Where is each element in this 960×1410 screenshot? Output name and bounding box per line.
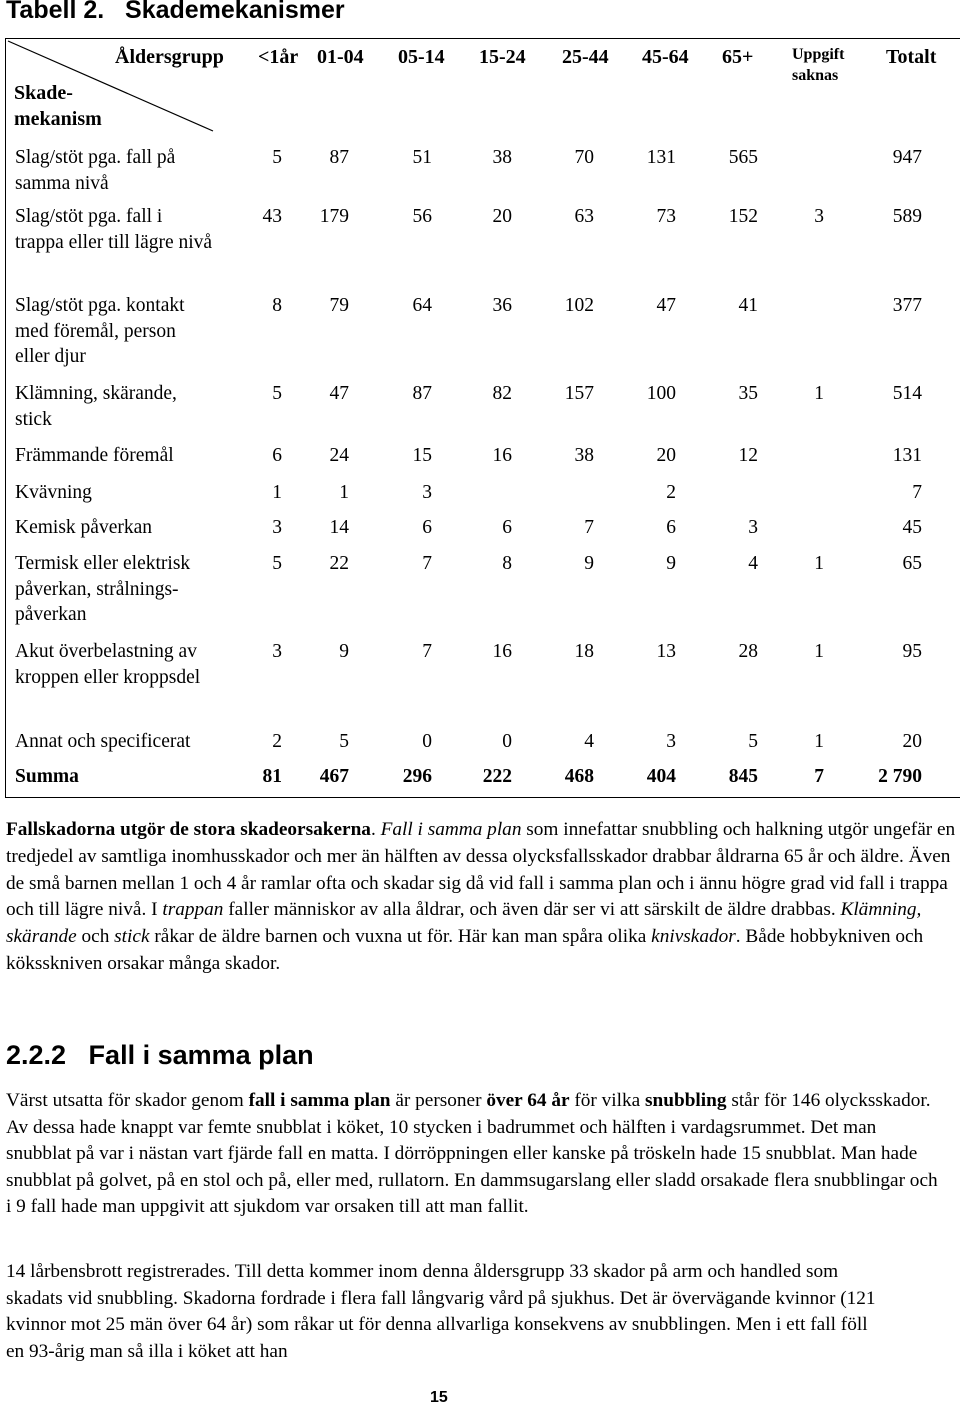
table-cell: 38 — [492, 147, 512, 168]
row-label: Summa — [15, 766, 79, 787]
table-cell: 28 — [738, 641, 758, 662]
table-cell: 6 — [666, 517, 676, 538]
col-header-01-04: 01-04 — [317, 46, 364, 68]
table-cell: 65 — [902, 553, 922, 574]
table-cell: 47 — [329, 383, 349, 404]
table-cell: 12 — [738, 445, 758, 466]
para2-text-2: är personer — [390, 1090, 487, 1111]
table-cell: 16 — [492, 641, 512, 662]
paragraph-over-64 — [6, 1088, 946, 1221]
table-cell: 18 — [574, 641, 594, 662]
table-cell: 87 — [412, 383, 432, 404]
para2-text-4: står för 146 olycksskador. Av dessa hade knappt var femte snubblat i köket, 10 stycken i badrummet och hälften i vardagsrummet. Det man snubblat på var i nästan vart fjärde fall en matta. I dörröppningen eller kanske på tröskeln hade 15 snubblat. Man hade snubblat på golvet, på en stol och på, eller med, rullatorn. En dammsugarslang eller sladd orsakade flera snubblingar och i 9 fall hade man uppgivit att sjukdom var orsaken till att man fallit. — [6, 1090, 938, 1218]
table-cell: 5 — [339, 731, 349, 752]
para2-text-1: Värst utsatta för skador genom — [6, 1090, 249, 1111]
table-cell: 5 — [272, 553, 282, 574]
table-cell: 514 — [892, 383, 922, 404]
para1-text-6: . Både hobbykniven och köksskniven orsakar många skador. — [6, 926, 924, 974]
table-cell: 8 — [502, 553, 512, 574]
table-cell: 70 — [574, 147, 594, 168]
table-cell: 7 — [584, 517, 594, 538]
table-cell: 3 — [422, 482, 432, 503]
table-cell: 3 — [666, 731, 676, 752]
para1-italic-2: trappan — [162, 899, 224, 921]
col-header-lt1: <1år — [258, 46, 299, 68]
table-cell: 0 — [502, 731, 512, 752]
table-cell: 467 — [319, 766, 349, 787]
corner-bottom-label-2: mekanism — [14, 108, 102, 130]
table-cell: 14 — [329, 517, 349, 538]
table-cell: 22 — [329, 553, 349, 574]
row-label: Akut överbelastning av kroppen eller kroppsdel — [15, 641, 201, 688]
table-cell: 8 — [272, 295, 282, 316]
para2-bold-1: fall i samma plan — [248, 1090, 391, 1111]
table-cell: 9 — [666, 553, 676, 574]
table-cell: 1 — [339, 482, 349, 503]
col-header-total: Totalt — [886, 46, 937, 68]
row-label: Annat och specificerat — [15, 731, 191, 752]
table-cell: 2 — [666, 482, 676, 503]
table-cell: 13 — [656, 641, 676, 662]
row-label: Klämning, skärande, stick — [15, 383, 177, 430]
table-cell: 7 — [912, 482, 922, 503]
table-cell: 41 — [738, 295, 758, 316]
para2-bold-2: över 64 år — [486, 1090, 570, 1111]
paragraph-fall-injuries — [6, 817, 956, 978]
table-cell: 45 — [902, 517, 922, 538]
injury-mechanism-table — [5, 38, 960, 798]
table-cell: 20 — [492, 206, 512, 227]
table-cell: 947 — [892, 147, 922, 168]
table-cell: 131 — [646, 147, 676, 168]
col-header-missing-1: Uppgift — [792, 46, 845, 63]
table-cell: 16 — [492, 445, 512, 466]
table-cell: 102 — [564, 295, 594, 316]
row-label: Slag/stöt pga. kontakt med föremål, person eller djur — [15, 295, 185, 367]
row-label: Främmande föremål — [15, 445, 174, 466]
table-cell: 179 — [319, 206, 349, 227]
col-header-45-64: 45-64 — [642, 46, 689, 68]
table-cell: 100 — [646, 383, 676, 404]
table-cell: 6 — [272, 445, 282, 466]
table-cell: 4 — [748, 553, 758, 574]
table-cell: 7 — [422, 553, 432, 574]
table-cell: 64 — [412, 295, 432, 316]
table-cell: 43 — [262, 206, 282, 227]
table-cell: 82 — [492, 383, 512, 404]
table-cell: 2 — [272, 731, 282, 752]
corner-top-label: Åldersgrupp — [115, 46, 224, 68]
table-title: Tabell 2. Skademekanismer — [6, 0, 345, 24]
table-cell: 589 — [892, 206, 922, 227]
table-cell: 9 — [339, 641, 349, 662]
row-label: Kemisk påverkan — [15, 517, 152, 538]
table-cell: 131 — [892, 445, 922, 466]
para1-text-1: . — [370, 819, 381, 840]
col-header-05-14: 05-14 — [398, 46, 445, 68]
table-cell: 3 — [272, 517, 282, 538]
para1-text-4: och — [76, 926, 115, 948]
table-cell: 1 — [814, 731, 824, 752]
para1-italic-4: stick — [114, 926, 150, 948]
table-cell: 79 — [329, 295, 349, 316]
table-cell: 73 — [656, 206, 676, 227]
table-cell: 1 — [814, 383, 824, 404]
table-cell: 24 — [329, 445, 349, 466]
table-cell: 2 790 — [878, 766, 922, 787]
table-cell: 7 — [422, 641, 432, 662]
table-cell: 5 — [748, 731, 758, 752]
table-cell: 377 — [892, 295, 922, 316]
table-cell: 152 — [728, 206, 758, 227]
col-header-25-44: 25-44 — [562, 46, 609, 68]
table-cell: 51 — [412, 147, 432, 168]
table-cell: 20 — [902, 731, 922, 752]
row-label: Slag/stöt pga. fall i trappa eller till lägre nivå — [15, 206, 213, 253]
table-cell: 87 — [329, 147, 349, 168]
table-cell: 5 — [272, 147, 282, 168]
para1-text-2: som innefattar snubbling och halkning utgör ungefär en tredjedel av samtliga inomhusskador och mer än hälften av dessa olycksfallsskador drabbar åldrarna 65 år och äldre. Även de små barnen mellan 1 och 4 år ramlar ofta och skadar sig då vid fall i samma plan och i ännu högre grad vid fall i trappa och till lägre nivå. I — [6, 819, 956, 921]
table-cell: 565 — [728, 147, 758, 168]
table-cell: 9 — [584, 553, 594, 574]
table-cell: 1 — [814, 553, 824, 574]
row-label: Slag/stöt pga. fall på samma nivå — [15, 147, 176, 194]
para1-bold-lead: Fallskadorna utgör de stora skadeorsakerna — [6, 819, 371, 840]
page-number: 15 — [430, 1389, 448, 1406]
col-header-missing-2: saknas — [792, 67, 839, 84]
table-cell: 1 — [272, 482, 282, 503]
table-cell: 157 — [564, 383, 594, 404]
table-cell: 6 — [502, 517, 512, 538]
table-cell: 7 — [814, 766, 824, 787]
para1-text-3: faller människor av alla åldrar, och även där ser vi att särskilt de äldre drabbas. — [223, 899, 841, 921]
table-cell: 20 — [656, 445, 676, 466]
table-cell: 3 — [272, 641, 282, 662]
table-cell: 95 — [902, 641, 922, 662]
table-cell: 38 — [574, 445, 594, 466]
table-cell: 56 — [412, 206, 432, 227]
table-cell: 3 — [814, 206, 824, 227]
row-label: Termisk eller elektrisk påverkan, strålnings-påverkan — [15, 553, 191, 625]
col-header-65plus: 65+ — [722, 46, 754, 68]
para1-text-5: råkar de äldre barnen och vuxna ut för. Här kan man spåra olika — [149, 926, 652, 948]
table-cell: 1 — [814, 641, 824, 662]
table-cell: 6 — [422, 517, 432, 538]
row-label: Kvävning — [15, 482, 92, 503]
table-cell: 4 — [584, 731, 594, 752]
section-heading: 2.2.2 Fall i samma plan — [6, 1040, 314, 1070]
para1-italic-5: knivskador — [651, 926, 736, 948]
table-cell: 0 — [422, 731, 432, 752]
table-cell: 222 — [482, 766, 512, 787]
table-cell: 35 — [738, 383, 758, 404]
table-cell: 5 — [272, 383, 282, 404]
table-cell: 296 — [402, 766, 432, 787]
table-cell: 63 — [574, 206, 594, 227]
para1-italic-1: Fall i samma plan — [380, 819, 522, 840]
table-cell: 81 — [262, 766, 282, 787]
para2-text-3: för vilka — [569, 1090, 646, 1111]
table-cell: 845 — [728, 766, 758, 787]
table-cell: 468 — [564, 766, 594, 787]
para1-italic-3: Klämning, skärande — [6, 899, 922, 948]
table-cell: 36 — [492, 295, 512, 316]
paragraph-hip-fractures: 14 lårbensbrott registrerades. Till detta kommer inom denna åldersgrupp 33 skador på arm och handled som skadats vid snubbling. Skadorna fordrade i flera fall långvarig vård på sjukhus. Det är övervägande kvinnor (121 kvinnor mot 25 män över 64 år) som råkar ut för denna allvarliga konsekvens av snubblingen. Men i ett fall föll en 93-årig man så illa i köket att han — [6, 1261, 876, 1362]
corner-bottom-label-1: Skade- — [14, 82, 73, 104]
table-cell: 15 — [412, 445, 432, 466]
table-cell: 404 — [646, 766, 676, 787]
table-cell: 47 — [656, 295, 676, 316]
table-cell: 3 — [748, 517, 758, 538]
para2-bold-3: snubbling — [645, 1090, 727, 1111]
col-header-15-24: 15-24 — [479, 46, 526, 68]
